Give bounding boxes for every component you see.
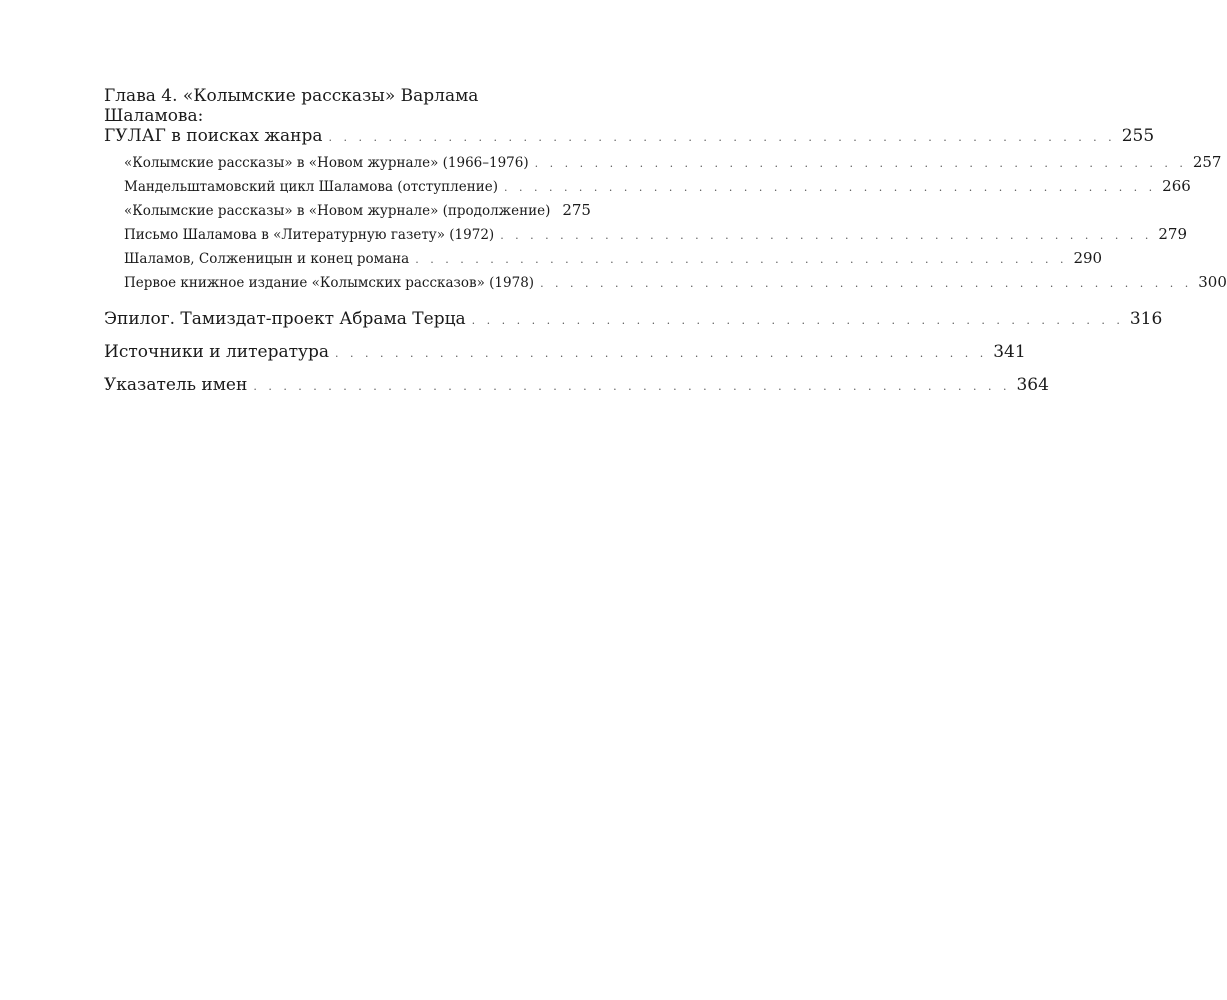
toc-subentry[interactable]	[104, 247, 1103, 271]
toc-subentry[interactable]	[104, 271, 1227, 295]
subsection-title: Письмо Шаламова в «Литературную газету» (1972)	[124, 227, 495, 243]
dot-leader: . . . . . . . . . . . . . . . . . . . . . . . . . . . . . . . . . . . . . . . . . . . .	[534, 157, 1187, 170]
page-number: 364	[1016, 375, 1049, 395]
toc-entry-epilogue[interactable]	[104, 309, 1163, 331]
toc-entry-index[interactable]	[104, 375, 1049, 397]
chapter-4-title-line1: Глава 4. «Колымские рассказы» Варлама Шаламова:	[104, 86, 479, 126]
dot-leader: . . . . . . . . . . . . . . . . . . . . . . . . . . . . . . . . . . . . . . . . . . . . . . . . . . .	[253, 380, 1011, 393]
page-number: 257	[1192, 153, 1222, 171]
table-of-contents	[104, 86, 1227, 397]
dot-leader: . . . . . . . . . . . . . . . . . . . . . . . . . . . . . . . . . . . . . . . . . . . .	[415, 253, 1068, 266]
page-number: 275	[562, 201, 591, 219]
page-number: 255	[1121, 126, 1155, 146]
page-number: 341	[993, 342, 1026, 362]
page-number: 316	[1129, 309, 1163, 329]
dot-leader: . . . . . . . . . . . . . . . . . . . . . . . . . . . . . . . . . . . . . . . . . . . .	[540, 277, 1193, 290]
index-title: Указатель имен	[104, 375, 248, 395]
page-number: 266	[1162, 177, 1191, 195]
subsection-title: «Колымские рассказы» в «Новом журнале» (1966–1976)	[124, 155, 529, 171]
subsection-title: «Колымские рассказы» в «Новом журнале» (продолжение)	[124, 203, 551, 219]
toc-entry-chapter-4[interactable]	[104, 126, 1155, 148]
subsection-title: Мандельштамовский цикл Шаламова (отступление)	[124, 179, 498, 195]
dot-leader: . . . . . . . . . . . . . . . . . . . . . . . . . . . . . . . . . . . . . . . . . . . .	[500, 229, 1153, 242]
page-number: 279	[1158, 225, 1188, 243]
subsection-title: Шаламов, Солженицын и конец романа	[124, 251, 410, 267]
toc-subentry[interactable]	[104, 199, 591, 223]
toc-subentry[interactable]	[104, 223, 1188, 247]
chapter-4-title-line2: ГУЛАГ в поисках жанра	[104, 126, 323, 146]
epilogue-title: Эпилог. Тамиздат-проект Абрама Терца	[104, 309, 466, 329]
sources-title: Источники и литература	[104, 342, 330, 362]
dot-leader: . . . . . . . . . . . . . . . . . . . . . . . . . . . . . . . . . . . . . . . . . . . .	[503, 181, 1157, 194]
toc-subentry[interactable]	[104, 151, 1222, 175]
subsection-title: Первое книжное издание «Колымских рассказов» (1978)	[124, 275, 535, 291]
page-number: 300	[1198, 273, 1227, 291]
dot-leader: . . . . . . . . . . . . . . . . . . . . . . . . . . . . . . . . . . . . . . . . . . . .	[335, 347, 988, 360]
dot-leader: . . . . . . . . . . . . . . . . . . . . . . . . . . . . . . . . . . . . . . . . . . . .	[471, 314, 1124, 327]
toc-entry-sources[interactable]	[104, 342, 1026, 364]
page-number: 290	[1073, 249, 1103, 267]
toc-subentry[interactable]	[104, 175, 1191, 199]
dot-leader: . . . . . . . . . . . . . . . . . . . . . . . . . . . . . . . . . . . . . . . . . . . . . . . . . . . . .	[328, 131, 1116, 144]
